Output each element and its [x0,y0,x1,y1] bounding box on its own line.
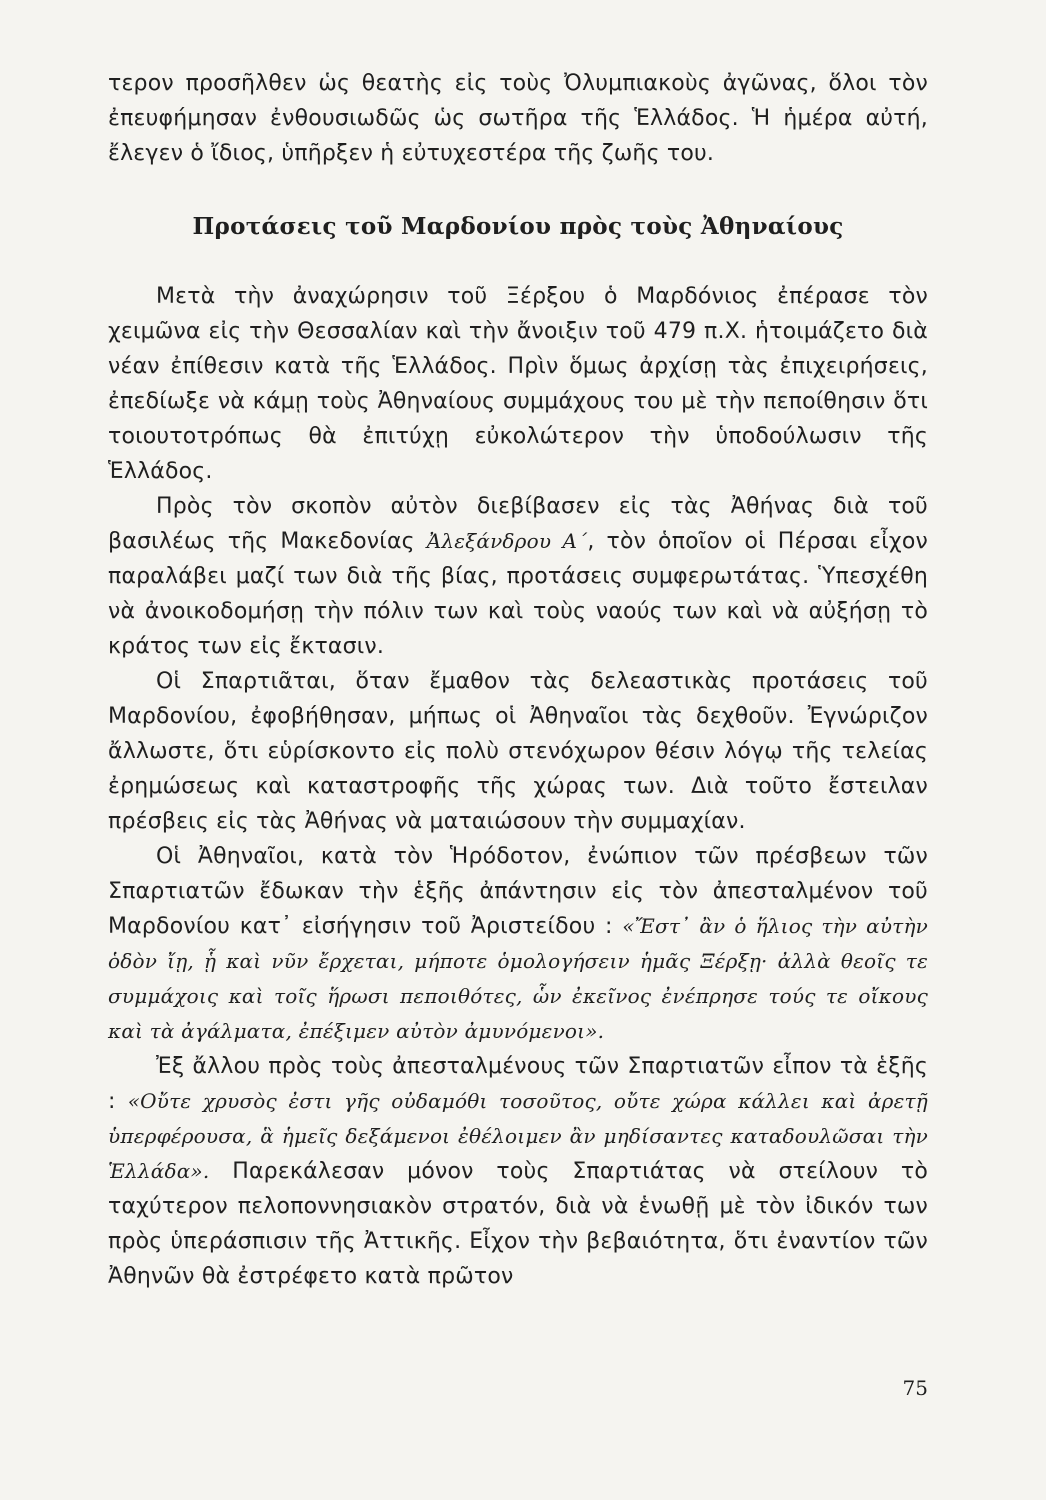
paragraph-5-text-b: Παρεκάλεσαν μόνον τοὺς Σπαρτιάτας νὰ στείλουν τὸ ταχύτερον πελοποννησιακὸν στρατόν, διὰ νὰ ἑνωθῇ μὲ τὸν ἰδικόν των πρὸς ὑπεράσπισιν τῆς Ἀττικῆς. Εἶχον τὴν βεβαιότητα, ὅτι ἐναντίον τῶν Ἀθηνῶν θὰ ἐστρέφετο κατὰ πρῶτον [108,1159,928,1289]
paragraph-3: Οἱ Σπαρτιᾶται, ὅταν ἔμαθον τὰς δελεαστικὰς προτάσεις τοῦ Μαρδονίου, ἐφοβήθησαν, μήπως οἱ Ἀθηναῖοι τὰς δεχθοῦν. Ἐγνώριζον ἄλλωστε, ὅτι εὑρίσκοντο εἰς πολὺ στενόχωρον θέσιν λόγῳ τῆς τελείας ἐρημώσεως καὶ καταστροφῆς τῆς χώρας των. Διὰ τοῦτο ἔστειλαν πρέσβεις εἰς τὰς Ἀθήνας νὰ ματαιώσουν τὴν συμμαχίαν. [108,669,928,834]
paragraph-4 [108,839,928,1049]
body-text [108,66,928,1294]
paragraph-4-quote: «Ἔστ᾽ ἂν ὁ ἥλιος τὴν αὐτὴν ὁδὸν ἴῃ, ᾗ καὶ νῦν ἔρχεται, μήποτε ὁμολογήσειν ἡμᾶς Ξέρξῃ· ἀλλὰ θεοῖς τε συμμάχοις καὶ τοῖς ἥρωσι πεποιθότες, ὧν ἐκεῖνος ἐνέπρησε τούς τε οἴκους καὶ τὰ ἀγάλματα, ἐπέξιμεν αὐτὸν ἀμυνόμενοι». [108,914,928,1043]
paragraph-2-text-a: Πρὸς τὸν σκοπὸν αὐτὸν διεβίβασεν εἰς τὰς Ἀθήνας διὰ τοῦ βασιλέως τῆς Μακεδονίας [108,494,928,554]
opening-paragraph: τερον προσῆλθεν ὡς θεατὴς εἰς τοὺς Ὀλυμπιακοὺς ἀγῶνας, ὅλοι τὸν ἐπευφήμησαν ἐνθουσιωδῶς ὡς σωτῆρα τῆς Ἑλλάδος. Ἡ ἡμέρα αὐτή, ἔλεγεν ὁ ἴδιος, ὑπῆρξεν ἡ εὐτυχεστέρα τῆς ζωῆς του. [108,71,928,166]
paragraph-5-text-a: Ἐξ ἄλλου πρὸς τοὺς ἀπεσταλμένους τῶν Σπαρτιατῶν εἶπον τὰ ἑξῆς : [108,1054,928,1114]
page-number: 75 [902,1376,928,1400]
section-heading: Προτάσεις τοῦ Μαρδονίου πρὸς τοὺς Ἀθηναίους [192,213,844,240]
paragraph-1: Μετὰ τὴν ἀναχώρησιν τοῦ Ξέρξου ὁ Μαρδόνιος ἐπέρασε τὸν χειμῶνα εἰς τὴν Θεσσαλίαν καὶ τὴν ἄνοιξιν τοῦ 479 π.Χ. ἡτοιμάζετο διὰ νέαν ἐπίθεσιν κατὰ τῆς Ἑλλάδος. Πρὶν ὅμως ἀρχίσῃ τὰς ἐπιχειρήσεις, ἐπεδίωξε νὰ κάμῃ τοὺς Ἀθηναίους συμμάχους του μὲ τὴν πεποίθησιν ὅτι τοιουτοτρόπως θὰ ἐπιτύχῃ εὐκολώτερον τὴν ὑποδούλωσιν τῆς Ἑλλάδος. [108,284,928,484]
paragraph-2-italic: Ἀλεξάνδρου Α´ [426,529,588,553]
paragraph-2-text-b: , τὸν ὁποῖον οἱ Πέρσαι εἶχον παραλάβει μαζί των διὰ τῆς βίας, προτάσεις συμφερωτάτας. Ὑπεσχέθη νὰ ἀνοικοδομήσῃ τὴν πόλιν των καὶ τοὺς ναούς των καὶ νὰ αὐξήσῃ τὸ κράτος των εἰς ἔκτασιν. [108,529,928,659]
paragraph-4-text-a: Οἱ Ἀθηναῖοι, κατὰ τὸν Ἡρόδοτον, ἐνώπιον τῶν πρέσβεων τῶν Σπαρτιατῶν ἔδωκαν τὴν ἑξῆς ἀπάντησιν εἰς τὸν ἀπεσταλμένον τοῦ Μαρδονίου κατ᾽ εἰσήγησιν τοῦ Ἀριστείδου : [108,844,928,939]
paragraph-5-quote: «Οὔτε χρυσὸς ἐστι γῆς οὐδαμόθι τοσοῦτος, οὔτε χώρα κάλλει καὶ ἀρετῇ ὑπερφέρουσα, ἃ ἡμεῖς δεξάμενοι ἐθέλοιμεν ἂν μηδίσαντες καταδουλῶσαι τὴν Ἑλλάδα». [108,1089,928,1183]
paragraph-2 [108,489,928,664]
paragraph-5 [108,1049,928,1294]
